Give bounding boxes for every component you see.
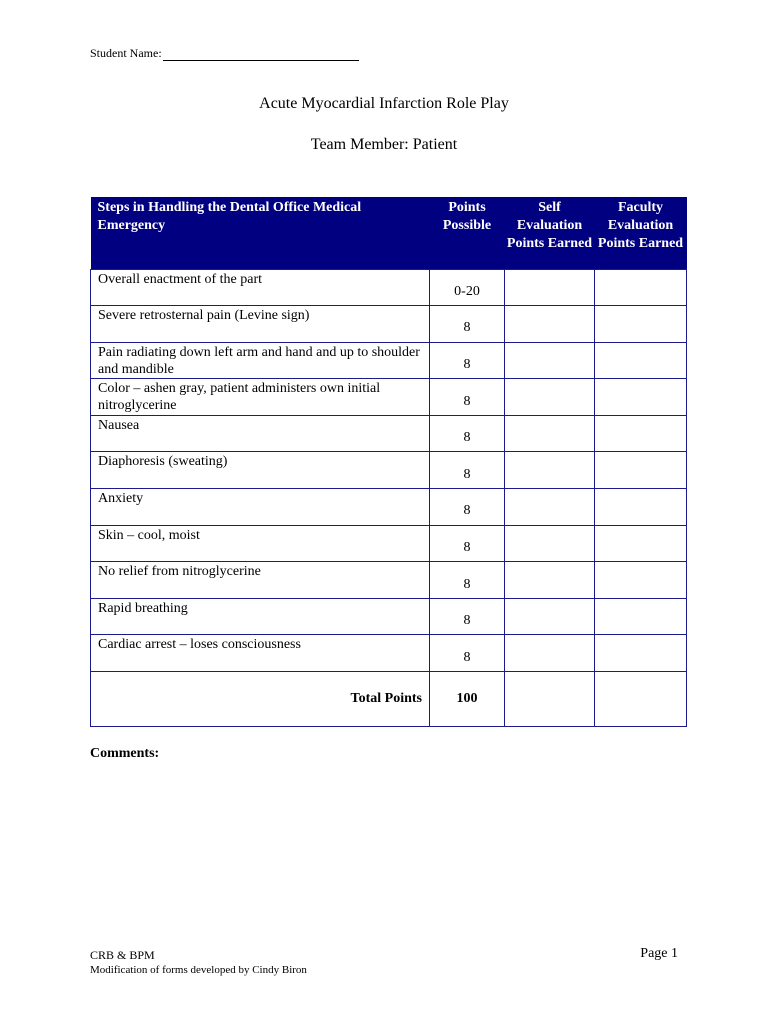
table-row <box>91 635 687 672</box>
total-row <box>91 672 687 727</box>
faculty-score-cell[interactable] <box>595 598 687 635</box>
faculty-score-cell[interactable] <box>595 269 687 306</box>
points-cell: 8 <box>430 489 505 526</box>
comments-label: Comments: <box>90 746 160 761</box>
table-row <box>91 306 687 343</box>
header-self-evaluation: Self Evaluation Points Earned <box>505 197 595 269</box>
faculty-score-cell[interactable] <box>595 342 687 379</box>
faculty-total-cell[interactable] <box>595 672 687 727</box>
self-score-cell[interactable] <box>505 415 595 452</box>
step-cell: Nausea <box>91 415 430 452</box>
faculty-score-cell[interactable] <box>595 306 687 343</box>
table-row <box>91 415 687 452</box>
student-name-blank[interactable] <box>163 47 359 61</box>
footer-modification-note: Modification of forms developed by Cindy Biron <box>90 964 307 976</box>
points-cell: 8 <box>430 379 505 416</box>
step-cell: Rapid breathing <box>91 598 430 635</box>
document-subtitle: Team Member: Patient <box>310 136 458 153</box>
table-row <box>91 489 687 526</box>
self-score-cell[interactable] <box>505 342 595 379</box>
footer-credits <box>90 948 307 978</box>
points-cell: 8 <box>430 635 505 672</box>
points-cell: 8 <box>430 562 505 599</box>
self-score-cell[interactable] <box>505 635 595 672</box>
table-row <box>91 269 687 306</box>
self-score-cell[interactable] <box>505 525 595 562</box>
self-score-cell[interactable] <box>505 306 595 343</box>
step-cell: No relief from nitroglycerine <box>91 562 430 599</box>
step-cell: Anxiety <box>91 489 430 526</box>
footer-authors: CRB & BPM <box>90 948 155 962</box>
table-row <box>91 379 687 416</box>
student-name-label: Student Name: <box>90 46 162 60</box>
faculty-score-cell[interactable] <box>595 489 687 526</box>
header-steps: Steps in Handling the Dental Office Medical Emergency <box>91 197 430 269</box>
points-cell: 0-20 <box>430 269 505 306</box>
points-cell: 8 <box>430 342 505 379</box>
student-name-field <box>90 46 359 61</box>
points-cell: 8 <box>430 598 505 635</box>
step-cell: Severe retrosternal pain (Levine sign) <box>91 306 430 343</box>
self-score-cell[interactable] <box>505 269 595 306</box>
self-score-cell[interactable] <box>505 489 595 526</box>
faculty-score-cell[interactable] <box>595 452 687 489</box>
document-title: Acute Myocardial Infarction Role Play <box>259 95 509 112</box>
step-cell: Cardiac arrest – loses consciousness <box>91 635 430 672</box>
step-cell: Diaphoresis (sweating) <box>91 452 430 489</box>
total-points-value: 100 <box>430 672 505 727</box>
header-faculty-evaluation: Faculty Evaluation Points Earned <box>595 197 687 269</box>
step-cell: Pain radiating down left arm and hand and up to shoulder and mandible <box>91 342 430 379</box>
step-cell: Overall enactment of the part <box>91 269 430 306</box>
self-score-cell[interactable] <box>505 562 595 599</box>
table-row <box>91 598 687 635</box>
page-number: Page 1 <box>640 946 678 961</box>
points-cell: 8 <box>430 306 505 343</box>
table-row <box>91 452 687 489</box>
points-cell: 8 <box>430 415 505 452</box>
table-row <box>91 342 687 379</box>
faculty-score-cell[interactable] <box>595 635 687 672</box>
header-points-possible: Points Possible <box>430 197 505 269</box>
self-score-cell[interactable] <box>505 452 595 489</box>
self-total-cell[interactable] <box>505 672 595 727</box>
faculty-score-cell[interactable] <box>595 562 687 599</box>
total-points-label: Total Points <box>91 672 430 727</box>
rubric-table <box>90 197 687 727</box>
faculty-score-cell[interactable] <box>595 525 687 562</box>
self-score-cell[interactable] <box>505 598 595 635</box>
points-cell: 8 <box>430 525 505 562</box>
faculty-score-cell[interactable] <box>595 415 687 452</box>
faculty-score-cell[interactable] <box>595 379 687 416</box>
table-row <box>91 525 687 562</box>
step-cell: Color – ashen gray, patient administers own initial nitroglycerine <box>91 379 430 416</box>
points-cell: 8 <box>430 452 505 489</box>
table-row <box>91 562 687 599</box>
self-score-cell[interactable] <box>505 379 595 416</box>
step-cell: Skin – cool, moist <box>91 525 430 562</box>
table-header-row <box>91 197 687 269</box>
